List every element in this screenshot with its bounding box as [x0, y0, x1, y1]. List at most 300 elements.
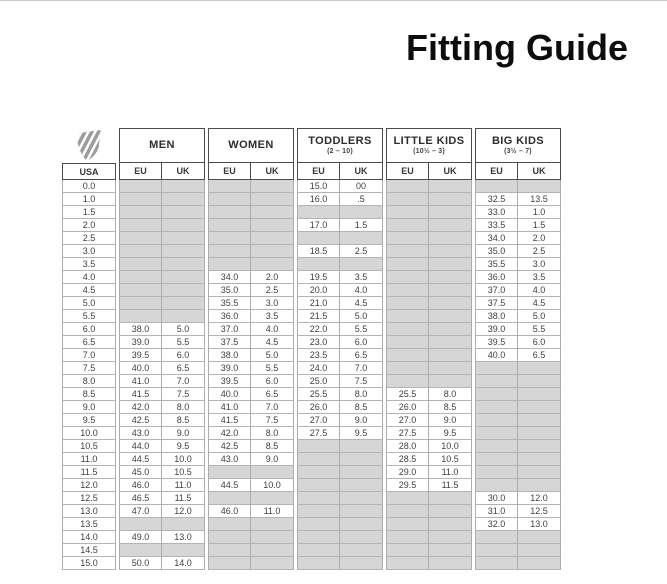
size-cell: 14.0 — [162, 557, 205, 570]
size-cell — [208, 518, 251, 531]
size-cell — [429, 323, 472, 336]
size-cell — [208, 531, 251, 544]
size-cell — [340, 453, 383, 466]
size-cell: 23.5 — [297, 349, 340, 362]
usa-size-cell: 2.5 — [62, 232, 116, 245]
size-cell — [429, 232, 472, 245]
size-cell: 7.5 — [251, 414, 294, 427]
size-cell — [518, 557, 561, 570]
size-cell: 34.0 — [208, 271, 251, 284]
size-cell — [518, 466, 561, 479]
usa-size-cell: 15.0 — [62, 557, 116, 570]
size-cell: 37.0 — [475, 284, 518, 297]
size-cell: 9.0 — [251, 453, 294, 466]
size-cell — [475, 466, 518, 479]
size-cell: 4.5 — [340, 297, 383, 310]
size-cell — [518, 388, 561, 401]
size-cell — [340, 557, 383, 570]
size-cell — [475, 557, 518, 570]
usa-size-cell: 13.5 — [62, 518, 116, 531]
size-cell: 5.0 — [518, 310, 561, 323]
size-cell: 00 — [340, 180, 383, 193]
usa-size-cell: 11.0 — [62, 453, 116, 466]
group-label: MEN — [149, 138, 175, 151]
size-cell: 40.0 — [475, 349, 518, 362]
size-cell: 7.5 — [162, 388, 205, 401]
size-cell — [475, 388, 518, 401]
size-cell — [429, 245, 472, 258]
size-cell — [251, 245, 294, 258]
size-cell: 12.0 — [162, 505, 205, 518]
size-cell — [518, 401, 561, 414]
size-cell: 2.5 — [340, 245, 383, 258]
usa-size-cell: 5.0 — [62, 297, 116, 310]
size-cell — [119, 245, 162, 258]
size-cell — [386, 375, 429, 388]
group-label: BIG KIDS — [491, 134, 545, 147]
size-cell — [386, 284, 429, 297]
size-cell — [119, 284, 162, 297]
size-cell: 44.5 — [119, 453, 162, 466]
size-cell: 10.0 — [251, 479, 294, 492]
col-header-big-kids-uk: UK — [518, 163, 561, 180]
col-header-men-uk: UK — [162, 163, 205, 180]
usa-size-cell: 8.5 — [62, 388, 116, 401]
size-cell — [251, 518, 294, 531]
size-cell: 13.5 — [518, 193, 561, 206]
size-cell: 5.5 — [518, 323, 561, 336]
size-cell — [429, 375, 472, 388]
usa-size-cell: 6.0 — [62, 323, 116, 336]
size-cell — [429, 349, 472, 362]
size-cell: 3.5 — [251, 310, 294, 323]
size-cell — [208, 245, 251, 258]
size-cell: 19.5 — [297, 271, 340, 284]
size-cell: 30.0 — [475, 492, 518, 505]
size-cell — [297, 479, 340, 492]
size-cell: 41.5 — [208, 414, 251, 427]
size-cell: 5.0 — [251, 349, 294, 362]
size-cell: 6.0 — [340, 336, 383, 349]
size-cell — [386, 180, 429, 193]
col-header-big-kids-eu: EU — [475, 163, 518, 180]
size-cell: 44.0 — [119, 440, 162, 453]
size-cell — [386, 323, 429, 336]
usa-size-cell: 7.5 — [62, 362, 116, 375]
size-cell — [518, 453, 561, 466]
size-cell — [297, 258, 340, 271]
size-cell — [251, 544, 294, 557]
size-cell — [119, 271, 162, 284]
size-cell: 3.5 — [340, 271, 383, 284]
size-cell: 7.0 — [340, 362, 383, 375]
size-cell: 39.5 — [208, 375, 251, 388]
size-cell: 5.0 — [340, 310, 383, 323]
usa-size-cell: 3.0 — [62, 245, 116, 258]
size-cell — [386, 557, 429, 570]
size-cell — [162, 206, 205, 219]
size-cell: 47.0 — [119, 505, 162, 518]
size-cell — [475, 453, 518, 466]
size-cell: 36.0 — [208, 310, 251, 323]
size-cell: 8.5 — [251, 440, 294, 453]
size-cell: 9.0 — [162, 427, 205, 440]
size-cell — [297, 505, 340, 518]
size-cell — [119, 544, 162, 557]
size-cell: 8.5 — [162, 414, 205, 427]
size-cell: 27.0 — [297, 414, 340, 427]
size-cell: 37.0 — [208, 323, 251, 336]
col-header-women-eu: EU — [208, 163, 251, 180]
size-cell — [162, 180, 205, 193]
size-cell — [162, 310, 205, 323]
size-cell: 18.5 — [297, 245, 340, 258]
size-cell: 7.0 — [162, 375, 205, 388]
size-cell: 11.0 — [162, 479, 205, 492]
size-cell — [297, 466, 340, 479]
size-cell — [340, 258, 383, 271]
size-cell: 13.0 — [162, 531, 205, 544]
size-cell — [429, 206, 472, 219]
size-cell — [518, 375, 561, 388]
size-cell: 8.0 — [340, 388, 383, 401]
size-cell: 1.5 — [340, 219, 383, 232]
size-cell: 27.0 — [386, 414, 429, 427]
size-cell — [119, 180, 162, 193]
size-cell: 41.0 — [208, 401, 251, 414]
size-cell — [340, 492, 383, 505]
size-cell — [297, 492, 340, 505]
size-cell: 6.5 — [518, 349, 561, 362]
size-cell: 9.5 — [340, 427, 383, 440]
size-cell — [429, 180, 472, 193]
size-cell: 6.0 — [518, 336, 561, 349]
size-cell: 35.0 — [475, 245, 518, 258]
size-cell — [208, 180, 251, 193]
size-cell — [162, 232, 205, 245]
fitting-guide-table — [62, 128, 561, 570]
group-sublabel: (10½ – 3) — [413, 148, 445, 156]
group-header-men — [119, 128, 205, 163]
size-cell: 21.0 — [297, 297, 340, 310]
size-cell — [119, 206, 162, 219]
size-cell: 8.0 — [162, 401, 205, 414]
size-cell: 36.0 — [475, 271, 518, 284]
size-cell — [386, 271, 429, 284]
size-cell: 4.0 — [251, 323, 294, 336]
usa-size-cell: 3.5 — [62, 258, 116, 271]
size-cell — [208, 492, 251, 505]
size-cell: 38.0 — [475, 310, 518, 323]
size-cell: 6.5 — [340, 349, 383, 362]
size-cell: 24.0 — [297, 362, 340, 375]
group-header-little-kids — [386, 128, 472, 163]
size-cell — [518, 440, 561, 453]
group-header-toddlers — [297, 128, 383, 163]
size-cell: 8.0 — [251, 427, 294, 440]
size-cell: 11.0 — [429, 466, 472, 479]
size-cell — [518, 362, 561, 375]
size-cell: 15.0 — [297, 180, 340, 193]
size-cell — [340, 206, 383, 219]
size-cell — [429, 310, 472, 323]
size-cell: 35.5 — [475, 258, 518, 271]
size-cell — [386, 206, 429, 219]
size-cell: 1.5 — [518, 219, 561, 232]
size-cell — [386, 245, 429, 258]
size-cell — [386, 336, 429, 349]
size-cell: 6.0 — [251, 375, 294, 388]
size-cell — [251, 232, 294, 245]
size-cell: 34.0 — [475, 232, 518, 245]
size-cell — [340, 505, 383, 518]
size-cell — [386, 518, 429, 531]
col-header-usa: USA — [62, 163, 116, 180]
size-cell — [208, 544, 251, 557]
size-cell: 39.0 — [119, 336, 162, 349]
size-cell: 2.0 — [518, 232, 561, 245]
size-cell — [475, 440, 518, 453]
size-cell — [162, 544, 205, 557]
page-title: Fitting Guide — [406, 27, 628, 68]
size-cell — [119, 518, 162, 531]
size-cell — [429, 557, 472, 570]
group-header-big-kids — [475, 128, 561, 163]
col-header-toddlers-uk: UK — [340, 163, 383, 180]
size-cell — [429, 505, 472, 518]
size-cell: 41.0 — [119, 375, 162, 388]
size-cell — [251, 492, 294, 505]
size-cell — [386, 349, 429, 362]
size-cell — [119, 297, 162, 310]
size-cell: 2.0 — [251, 271, 294, 284]
size-cell — [475, 544, 518, 557]
size-cell: 33.0 — [475, 206, 518, 219]
usa-size-cell: 10.5 — [62, 440, 116, 453]
group-label: TODDLERS — [308, 134, 372, 147]
size-cell — [162, 258, 205, 271]
size-cell: 45.0 — [119, 466, 162, 479]
size-cell: 11.0 — [251, 505, 294, 518]
size-cell: 40.0 — [119, 362, 162, 375]
size-cell: 6.5 — [251, 388, 294, 401]
usa-size-cell: 13.0 — [62, 505, 116, 518]
usa-size-cell: 2.0 — [62, 219, 116, 232]
size-cell — [119, 232, 162, 245]
size-cell — [429, 518, 472, 531]
size-cell — [119, 310, 162, 323]
size-cell — [475, 401, 518, 414]
size-cell: 39.0 — [475, 323, 518, 336]
size-cell — [208, 206, 251, 219]
size-cell — [297, 531, 340, 544]
size-cell: 2.5 — [251, 284, 294, 297]
size-cell — [251, 258, 294, 271]
group-label: LITTLE KIDS — [393, 134, 465, 147]
size-cell: 42.5 — [208, 440, 251, 453]
size-cell — [251, 180, 294, 193]
usa-size-cell: 14.0 — [62, 531, 116, 544]
size-cell: 8.5 — [340, 401, 383, 414]
size-cell — [429, 297, 472, 310]
size-cell — [119, 219, 162, 232]
size-cell: 37.5 — [475, 297, 518, 310]
size-cell: 12.0 — [518, 492, 561, 505]
size-cell — [386, 492, 429, 505]
size-cell: 33.5 — [475, 219, 518, 232]
usa-size-cell: 4.0 — [62, 271, 116, 284]
size-cell: 35.5 — [208, 297, 251, 310]
size-cell: 26.0 — [297, 401, 340, 414]
size-cell — [297, 206, 340, 219]
size-cell — [475, 479, 518, 492]
usa-size-cell: 1.5 — [62, 206, 116, 219]
usa-size-cell: 11.5 — [62, 466, 116, 479]
size-cell — [162, 219, 205, 232]
size-cell: 27.5 — [297, 427, 340, 440]
size-cell — [208, 258, 251, 271]
size-cell — [297, 232, 340, 245]
size-cell: 4.5 — [251, 336, 294, 349]
size-cell: 43.0 — [119, 427, 162, 440]
col-header-toddlers-eu: EU — [297, 163, 340, 180]
size-cell: 44.5 — [208, 479, 251, 492]
usa-size-cell: 12.0 — [62, 479, 116, 492]
size-cell: 11.5 — [162, 492, 205, 505]
size-cell — [386, 544, 429, 557]
size-cell: 21.5 — [297, 310, 340, 323]
usa-size-cell: 6.5 — [62, 336, 116, 349]
size-cell — [297, 440, 340, 453]
usa-size-cell: 1.0 — [62, 193, 116, 206]
size-cell — [386, 310, 429, 323]
usa-size-cell: 14.5 — [62, 544, 116, 557]
size-cell — [251, 557, 294, 570]
size-cell — [208, 219, 251, 232]
size-cell: .5 — [340, 193, 383, 206]
size-cell: 3.0 — [518, 258, 561, 271]
size-cell — [251, 531, 294, 544]
size-cell — [386, 193, 429, 206]
size-cell — [429, 219, 472, 232]
usa-size-cell: 12.5 — [62, 492, 116, 505]
size-cell — [518, 414, 561, 427]
brand-shield-icon — [62, 128, 116, 163]
size-cell: 9.0 — [340, 414, 383, 427]
size-cell: 6.0 — [162, 349, 205, 362]
size-cell: 46.0 — [119, 479, 162, 492]
size-cell: 4.0 — [340, 284, 383, 297]
size-cell — [251, 219, 294, 232]
size-cell: 49.0 — [119, 531, 162, 544]
usa-size-cell: 0.0 — [62, 180, 116, 193]
size-cell: 10.5 — [429, 453, 472, 466]
size-cell — [162, 193, 205, 206]
size-cell: 22.0 — [297, 323, 340, 336]
size-cell — [162, 271, 205, 284]
usa-size-cell: 5.5 — [62, 310, 116, 323]
size-cell: 7.0 — [251, 401, 294, 414]
size-cell: 7.5 — [340, 375, 383, 388]
usa-size-cell: 9.0 — [62, 401, 116, 414]
group-header-women — [208, 128, 294, 163]
size-cell: 8.5 — [429, 401, 472, 414]
size-cell: 9.5 — [429, 427, 472, 440]
size-cell — [340, 531, 383, 544]
size-cell — [429, 544, 472, 557]
size-cell — [386, 297, 429, 310]
size-cell — [386, 258, 429, 271]
size-cell — [208, 557, 251, 570]
size-cell: 4.0 — [518, 284, 561, 297]
size-cell — [429, 336, 472, 349]
size-cell — [340, 544, 383, 557]
size-cell — [340, 466, 383, 479]
size-cell: 35.0 — [208, 284, 251, 297]
size-cell: 46.5 — [119, 492, 162, 505]
size-cell: 5.5 — [251, 362, 294, 375]
size-cell: 42.0 — [119, 401, 162, 414]
size-cell — [162, 518, 205, 531]
size-cell: 10.5 — [162, 466, 205, 479]
size-cell: 20.0 — [297, 284, 340, 297]
usa-size-cell: 9.5 — [62, 414, 116, 427]
size-cell: 4.5 — [518, 297, 561, 310]
size-cell — [251, 466, 294, 479]
col-header-little-kids-uk: UK — [429, 163, 472, 180]
size-cell: 16.0 — [297, 193, 340, 206]
size-cell — [162, 284, 205, 297]
size-cell: 1.0 — [518, 206, 561, 219]
size-cell — [340, 232, 383, 245]
size-cell: 29.0 — [386, 466, 429, 479]
size-cell — [429, 193, 472, 206]
size-cell: 38.0 — [119, 323, 162, 336]
group-sublabel: (2 – 10) — [327, 148, 353, 156]
size-cell — [340, 440, 383, 453]
size-cell: 39.0 — [208, 362, 251, 375]
size-cell: 46.0 — [208, 505, 251, 518]
size-cell — [386, 531, 429, 544]
size-cell: 12.5 — [518, 505, 561, 518]
size-cell: 41.5 — [119, 388, 162, 401]
size-cell — [429, 531, 472, 544]
size-cell — [208, 232, 251, 245]
size-cell — [475, 531, 518, 544]
size-cell — [251, 206, 294, 219]
size-cell: 17.0 — [297, 219, 340, 232]
size-cell — [475, 180, 518, 193]
size-cell — [518, 531, 561, 544]
size-cell — [429, 492, 472, 505]
size-cell: 43.0 — [208, 453, 251, 466]
size-cell: 39.5 — [119, 349, 162, 362]
size-cell: 8.0 — [429, 388, 472, 401]
size-cell: 5.5 — [340, 323, 383, 336]
size-cell: 27.5 — [386, 427, 429, 440]
size-cell: 23.0 — [297, 336, 340, 349]
size-cell — [475, 375, 518, 388]
col-header-men-eu: EU — [119, 163, 162, 180]
size-cell: 38.0 — [208, 349, 251, 362]
size-cell — [297, 453, 340, 466]
size-cell: 25.5 — [297, 388, 340, 401]
size-cell — [340, 479, 383, 492]
usa-size-cell: 7.0 — [62, 349, 116, 362]
size-cell: 2.5 — [518, 245, 561, 258]
size-cell — [475, 427, 518, 440]
size-cell: 50.0 — [119, 557, 162, 570]
